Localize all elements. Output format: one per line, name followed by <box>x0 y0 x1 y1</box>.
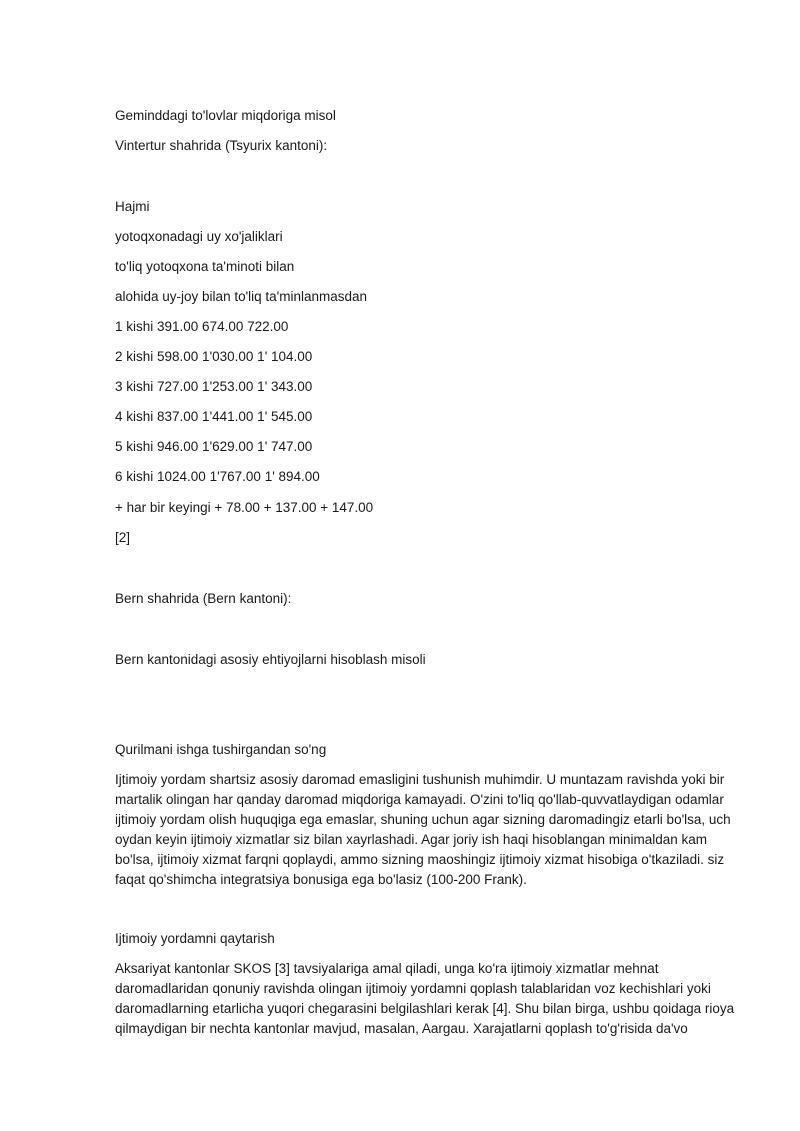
table-column-label: yotoqxonadagi uy xo'jaliklari <box>115 229 283 244</box>
paragraph-line: daromadlaridan qonuniy ravishda olingan ijtimoiy yordamni qoplash talablaridan voz kechishlari yoki <box>115 981 711 996</box>
table-row: 5 kishi 946.00 1'629.00 1' 747.00 <box>115 439 313 454</box>
paragraph-line: daromadlarning etarlicha yuqori chegarasini belgilashlari kerak [4]. Shu bilan birga, ushbu qoidaga rioya <box>115 1001 735 1016</box>
table-heading: Hajmi <box>115 199 150 214</box>
document-subtitle: Vintertur shahrida (Tsyurix kantoni): <box>115 138 328 153</box>
section-heading: Qurilmani ishga tushirgandan so'ng <box>115 742 327 757</box>
section-heading: Bern shahrida (Bern kantoni): <box>115 591 292 606</box>
reference-marker: [2] <box>115 530 131 545</box>
table-row: 3 kishi 727.00 1'253.00 1' 343.00 <box>115 379 313 394</box>
table-column-label: alohida uy-joy bilan to'liq ta'minlanmasdan <box>115 289 368 304</box>
table-row: 4 kishi 837.00 1'441.00 1' 545.00 <box>115 409 313 424</box>
paragraph-line: oydan keyin ijtimoiy xizmatlar siz bilan xayrlashadi. Agar joriy ish haqi hisoblangan minimaldan kam <box>115 832 708 847</box>
paragraph <box>115 959 745 1039</box>
table-row: 2 kishi 598.00 1'030.00 1' 104.00 <box>115 349 313 364</box>
table-row: 1 kishi 391.00 674.00 722.00 <box>115 319 289 334</box>
paragraph <box>115 770 745 890</box>
table-row: + har bir keyingi + 78.00 + 137.00 + 147.00 <box>115 500 374 515</box>
paragraph-line: martalik olingan har qanday daromad miqdoriga kamayadi. O'zini to'liq qo'llab-quvvatlaydigan odamlar <box>115 792 724 807</box>
document-title: Geminddagi to'lovlar miqdoriga misol <box>115 108 336 123</box>
paragraph-line: Ijtimoiy yordam shartsiz asosiy daromad emasligini tushunish muhimdir. U muntazam ravishda yoki bir <box>115 772 725 787</box>
paragraph-line: Aksariyat kantonlar SKOS [3] tavsiyalariga amal qiladi, unga ko'ra ijtimoiy xizmatlar mehnat <box>115 961 659 976</box>
table-column-label: to'liq yotoqxona ta'minoti bilan <box>115 259 295 274</box>
paragraph-line: faqat qo'shimcha integratsiya bonusiga ega bo'lasiz (100-200 Frank). <box>115 872 527 887</box>
paragraph-line: qilmaydigan bir nechta kantonlar mavjud, masalan, Aargau. Xarajatlarni qoplash to'g'risida da'vo <box>115 1021 688 1036</box>
table-row: 6 kishi 1024.00 1'767.00 1' 894.00 <box>115 469 320 484</box>
section-text: Bern kantonidagi asosiy ehtiyojlarni hisoblash misoli <box>115 652 426 667</box>
paragraph-line: ijtimoiy yordam olish huquqiga ega emaslar, shuning uchun agar sizning daromadingiz etarli bo'lsa, uch <box>115 812 731 827</box>
section-heading: Ijtimoiy yordamni qaytarish <box>115 931 275 946</box>
paragraph-line: bo'lsa, ijtimoiy xizmat farqni qoplaydi, ammo sizning maoshingiz ijtimoiy xizmat hisobiga o'tkaziladi. siz <box>115 852 725 867</box>
